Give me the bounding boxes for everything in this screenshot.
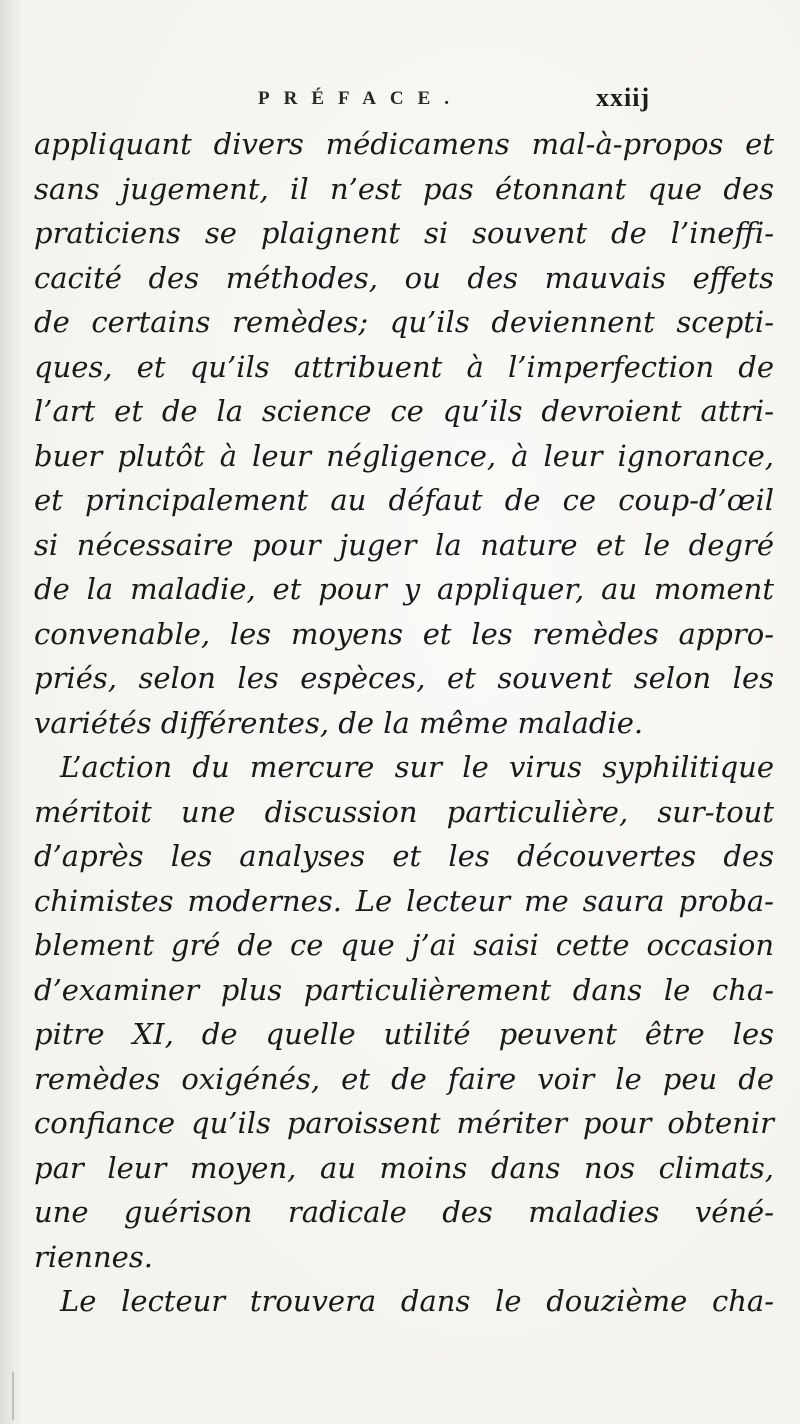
text-line: de certains remèdes; qu’ils deviennent scepti- <box>34 305 774 339</box>
text-line: de la maladie, et pour y appliquer, au moment <box>34 572 774 606</box>
text-line: riennes. <box>34 1239 153 1274</box>
page-header <box>0 80 800 120</box>
text-line: Le lecteur trouvera dans le douzième cha- <box>60 1284 774 1318</box>
text-line: buer plutôt à leur négligence, à leur ignorance, <box>34 438 774 473</box>
text-line: par leur moyen, au moins dans nos climats, <box>34 1150 774 1185</box>
text-line: remèdes oxigénés, et de faire voir le peu de <box>34 1061 774 1096</box>
page-gutter-shadow <box>0 0 22 1424</box>
running-head: PRÉFACE. <box>258 88 464 109</box>
margin-mark <box>12 1372 14 1420</box>
text-line: priés, selon les espèces, et souvent selon les <box>34 661 774 695</box>
text-line: et principalement au défaut de ce coup-d’œil <box>34 483 774 517</box>
text-line: confiance qu’ils paroissent mériter pour obtenir <box>34 1106 774 1140</box>
text-line: sans jugement, il n’est pas étonnant que des <box>34 171 774 206</box>
text-line: ques, et qu’ils attribuent à l’imperfection de <box>34 349 774 384</box>
text-line: d’examiner plus particulièrement dans le cha- <box>34 972 774 1007</box>
text-line: blement gré de ce que j’ai saisi cette occasion <box>34 928 774 962</box>
text-line: variétés différentes, de la même maladie. <box>34 705 644 740</box>
text-line: cacité des méthodes, ou des mauvais effets <box>34 260 774 295</box>
text-line: une guérison radicale des maladies véné- <box>34 1195 774 1229</box>
text-line: méritoit une discussion particulière, sur-tout <box>34 794 774 829</box>
text-line: convenable, les moyens et les remèdes appro- <box>34 616 774 651</box>
page-number: xxiij <box>596 83 651 112</box>
text-line: l’art et de la science ce qu’ils devroient attri- <box>34 394 774 428</box>
text-line: appliquant divers médicamens mal-à-propos et <box>34 127 774 161</box>
text-line: chimistes modernes. Le lecteur me saura proba- <box>34 883 774 918</box>
text-line: praticiens se plaignent si souvent de l’ineffi- <box>34 216 774 250</box>
text-line: d’après les analyses et les découvertes des <box>34 839 774 873</box>
text-line: L’action du mercure sur le virus syphilitique <box>60 750 774 784</box>
body-text <box>34 122 774 1324</box>
text-line: pitre XI, de quelle utilité peuvent être les <box>34 1017 774 1051</box>
text-line: si nécessaire pour juger la nature et le degré <box>34 527 774 562</box>
